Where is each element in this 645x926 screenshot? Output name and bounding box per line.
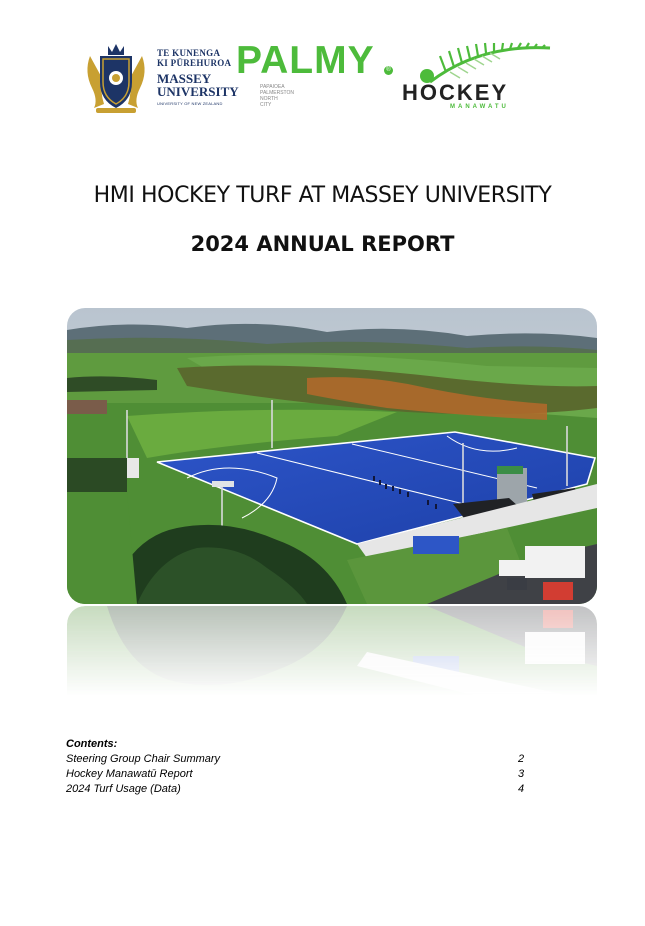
toc-entry — [66, 767, 536, 782]
toc-entry — [66, 752, 536, 767]
hockey-wordmark: HOCKEY — [402, 80, 509, 105]
toc-entry-page: 3 — [518, 768, 525, 780]
report-title: HMI HOCKEY TURF AT MASSEY UNIVERSITY — [93, 183, 552, 208]
massey-tagline: UNIVERSITY OF NEW ZEALAND — [157, 101, 223, 106]
hockey-subtext: MANAWATU — [450, 104, 509, 110]
table-of-contents — [66, 737, 536, 797]
registered-mark-icon: ® — [384, 66, 393, 75]
logo-row — [0, 38, 645, 118]
massey-crest-icon — [82, 42, 150, 114]
report-subtitle: 2024 ANNUAL REPORT — [190, 232, 455, 256]
toc-entry-page: 4 — [518, 783, 525, 795]
palmy-logo — [236, 40, 396, 110]
toc-entry-page: 2 — [518, 753, 525, 765]
toc-entry-title: Hockey Manawatū Report — [66, 768, 193, 780]
cover-photo-wrapper — [67, 308, 597, 693]
cover-photo-reflection — [67, 606, 597, 696]
hockey-turf-aerial-photo — [67, 308, 597, 604]
massey-name: MASSEY UNIVERSITY — [157, 71, 239, 99]
palmy-wordmark: PALMY — [236, 39, 375, 82]
palmy-subtext: PAPAIOEA PALMERSTON NORTH CITY — [260, 84, 294, 108]
hockey-manawatu-logo — [400, 42, 565, 114]
contents-heading: Contents: — [66, 738, 118, 750]
massey-university-logo — [82, 42, 239, 114]
toc-entry — [66, 782, 536, 797]
massey-maori-name: TE KUNENGA KI PŪREHUROA — [157, 48, 232, 68]
massey-wordmark — [157, 48, 237, 106]
toc-entry-title: 2024 Turf Usage (Data) — [66, 783, 181, 795]
toc-entry-title: Steering Group Chair Summary — [66, 753, 221, 765]
